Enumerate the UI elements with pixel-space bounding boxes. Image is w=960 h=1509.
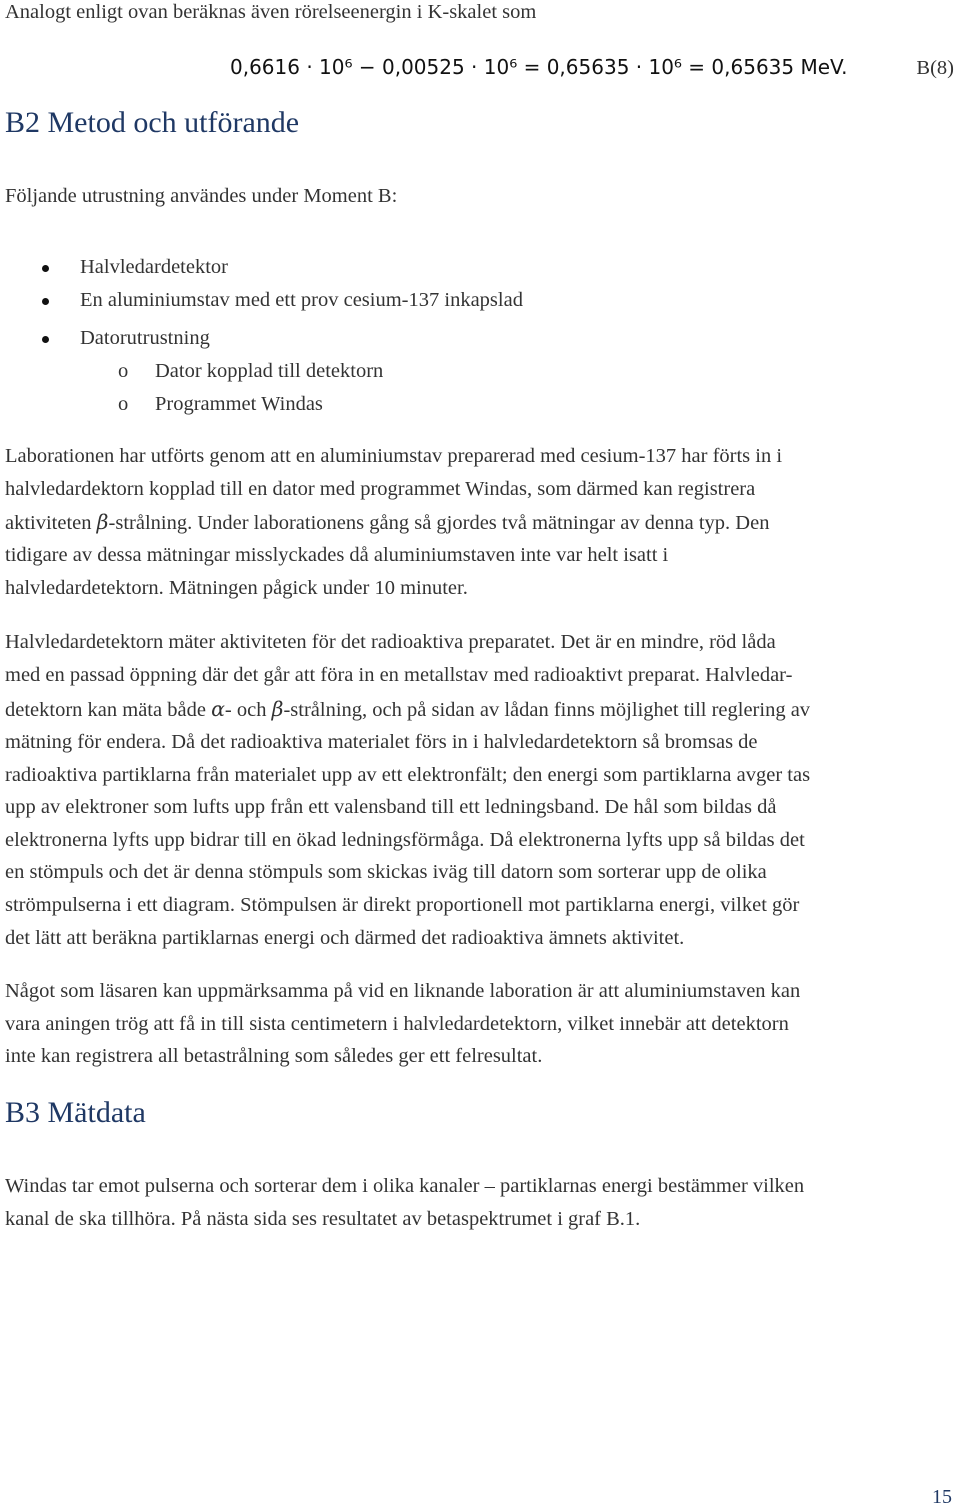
text-span: - och: [224, 699, 272, 721]
list-item: Halvledardetektor: [80, 256, 228, 278]
beta-symbol: β: [271, 697, 284, 721]
section-heading-b2: B2 Metod och utförande: [5, 106, 300, 139]
text-span: -strålning, och på sidan av lådan finns möjlighet till reglering av: [283, 699, 811, 721]
paragraph-line: halvledardektorn kopplad till en dator med programmet Windas, som därmed kan registrera: [5, 478, 756, 500]
paragraph-line: Något som läsaren kan uppmärksamma på vid en liknande laboration är att aluminiumstaven kan: [5, 980, 801, 1002]
text-span: detektorn kan mäta både: [5, 699, 212, 721]
paragraph-line: en stömpuls och det är denna stömpuls som skickas iväg till datorn som sorterar upp de olika: [5, 861, 767, 883]
sub-list-item: Programmet Windas: [155, 393, 323, 415]
section-heading-b3: B3 Mätdata: [5, 1096, 146, 1129]
bullet-icon: [42, 265, 49, 272]
paragraph-line: kanal de ska tillhöra. På nästa sida ses resultatet av betaspektrumet i graf B.1.: [5, 1208, 641, 1230]
paragraph-line: det lätt att beräkna partiklarnas energi och därmed det radioaktiva ämnets aktivitet.: [5, 927, 685, 949]
equipment-intro: Följande utrustning användes under Moment B:: [5, 185, 398, 207]
paragraph-line: halvledardetektorn. Mätningen pågick under 10 minuter.: [5, 577, 468, 599]
paragraph-line: vara aningen trög att få in till sista centimetern i halvledardetektorn, vilket innebär att detektorn: [5, 1013, 789, 1035]
sub-bullet-marker: o: [118, 393, 129, 415]
paragraph-line: elektronerna lyfts upp bidrar till en ökad ledningsförmåga. Då elektronerna lyfts upp så bildas det: [5, 829, 805, 851]
bullet-icon: [42, 336, 49, 343]
list-item: En aluminiumstav med ett prov cesium-137 inkapslad: [80, 289, 523, 311]
paragraph-line: strömpulserna i ett diagram. Stömpulsen är direkt proportionell mot partiklarna energi, vilket gör: [5, 894, 800, 916]
equation-number: B(8): [916, 57, 954, 79]
bullet-icon: [42, 298, 49, 305]
paragraph-line: inte kan registrera all betastrålning som således ger ett felresultat.: [5, 1045, 543, 1067]
alpha-symbol: α: [211, 697, 225, 721]
paragraph-line: [5, 512, 769, 534]
paragraph-line: Halvledardetektorn mäter aktiviteten för det radioaktiva preparatet. Det är en mindre, röd låda: [5, 631, 776, 653]
equation: 0,6616 · 10⁶ − 0,00525 · 10⁶ = 0,65635 · 10⁶ = 0,65635 MeV.: [230, 55, 848, 79]
paragraph-line: radioaktiva partiklarna från materialet upp av ett elektronfält; den energi som partiklarna avger tas: [5, 764, 811, 786]
paragraph-line: [5, 699, 810, 721]
paragraph-line: tidigare av dessa mätningar misslyckades då aluminiumstaven inte var helt isatt i: [5, 544, 669, 566]
paragraph-line: upp av elektroner som lufts upp från ett valensband till ett ledningsband. De hål som bildas då: [5, 796, 777, 818]
paragraph-line: Laborationen har utförts genom att en aluminiumstav preparerad med cesium-137 har förts in i: [5, 445, 783, 467]
page-number: 15: [932, 1486, 952, 1508]
paragraph-line: mätning för endera. Då det radioaktiva materialet förs in i halvledardetektorn så bromsas de: [5, 731, 758, 753]
paragraph-line: med en passad öppning där det går att föra in en metallstav med radioaktivt preparat. Halvledar-: [5, 664, 793, 686]
text-span: -strålning. Under laborationens gång så gjordes två mätningar av denna typ. Den: [108, 512, 770, 534]
text-span: aktiviteten: [5, 512, 97, 534]
sub-list-item: Dator kopplad till detektorn: [155, 360, 384, 382]
paragraph-line: Windas tar emot pulserna och sorterar dem i olika kanaler – partiklarnas energi bestämmer vilken: [5, 1175, 805, 1197]
intro-text: Analogt enligt ovan beräknas även rörelseenergin i K-skalet som: [5, 1, 537, 23]
list-item: Datorutrustning: [80, 327, 210, 349]
sub-bullet-marker: o: [118, 360, 129, 382]
beta-symbol: β: [96, 510, 109, 534]
